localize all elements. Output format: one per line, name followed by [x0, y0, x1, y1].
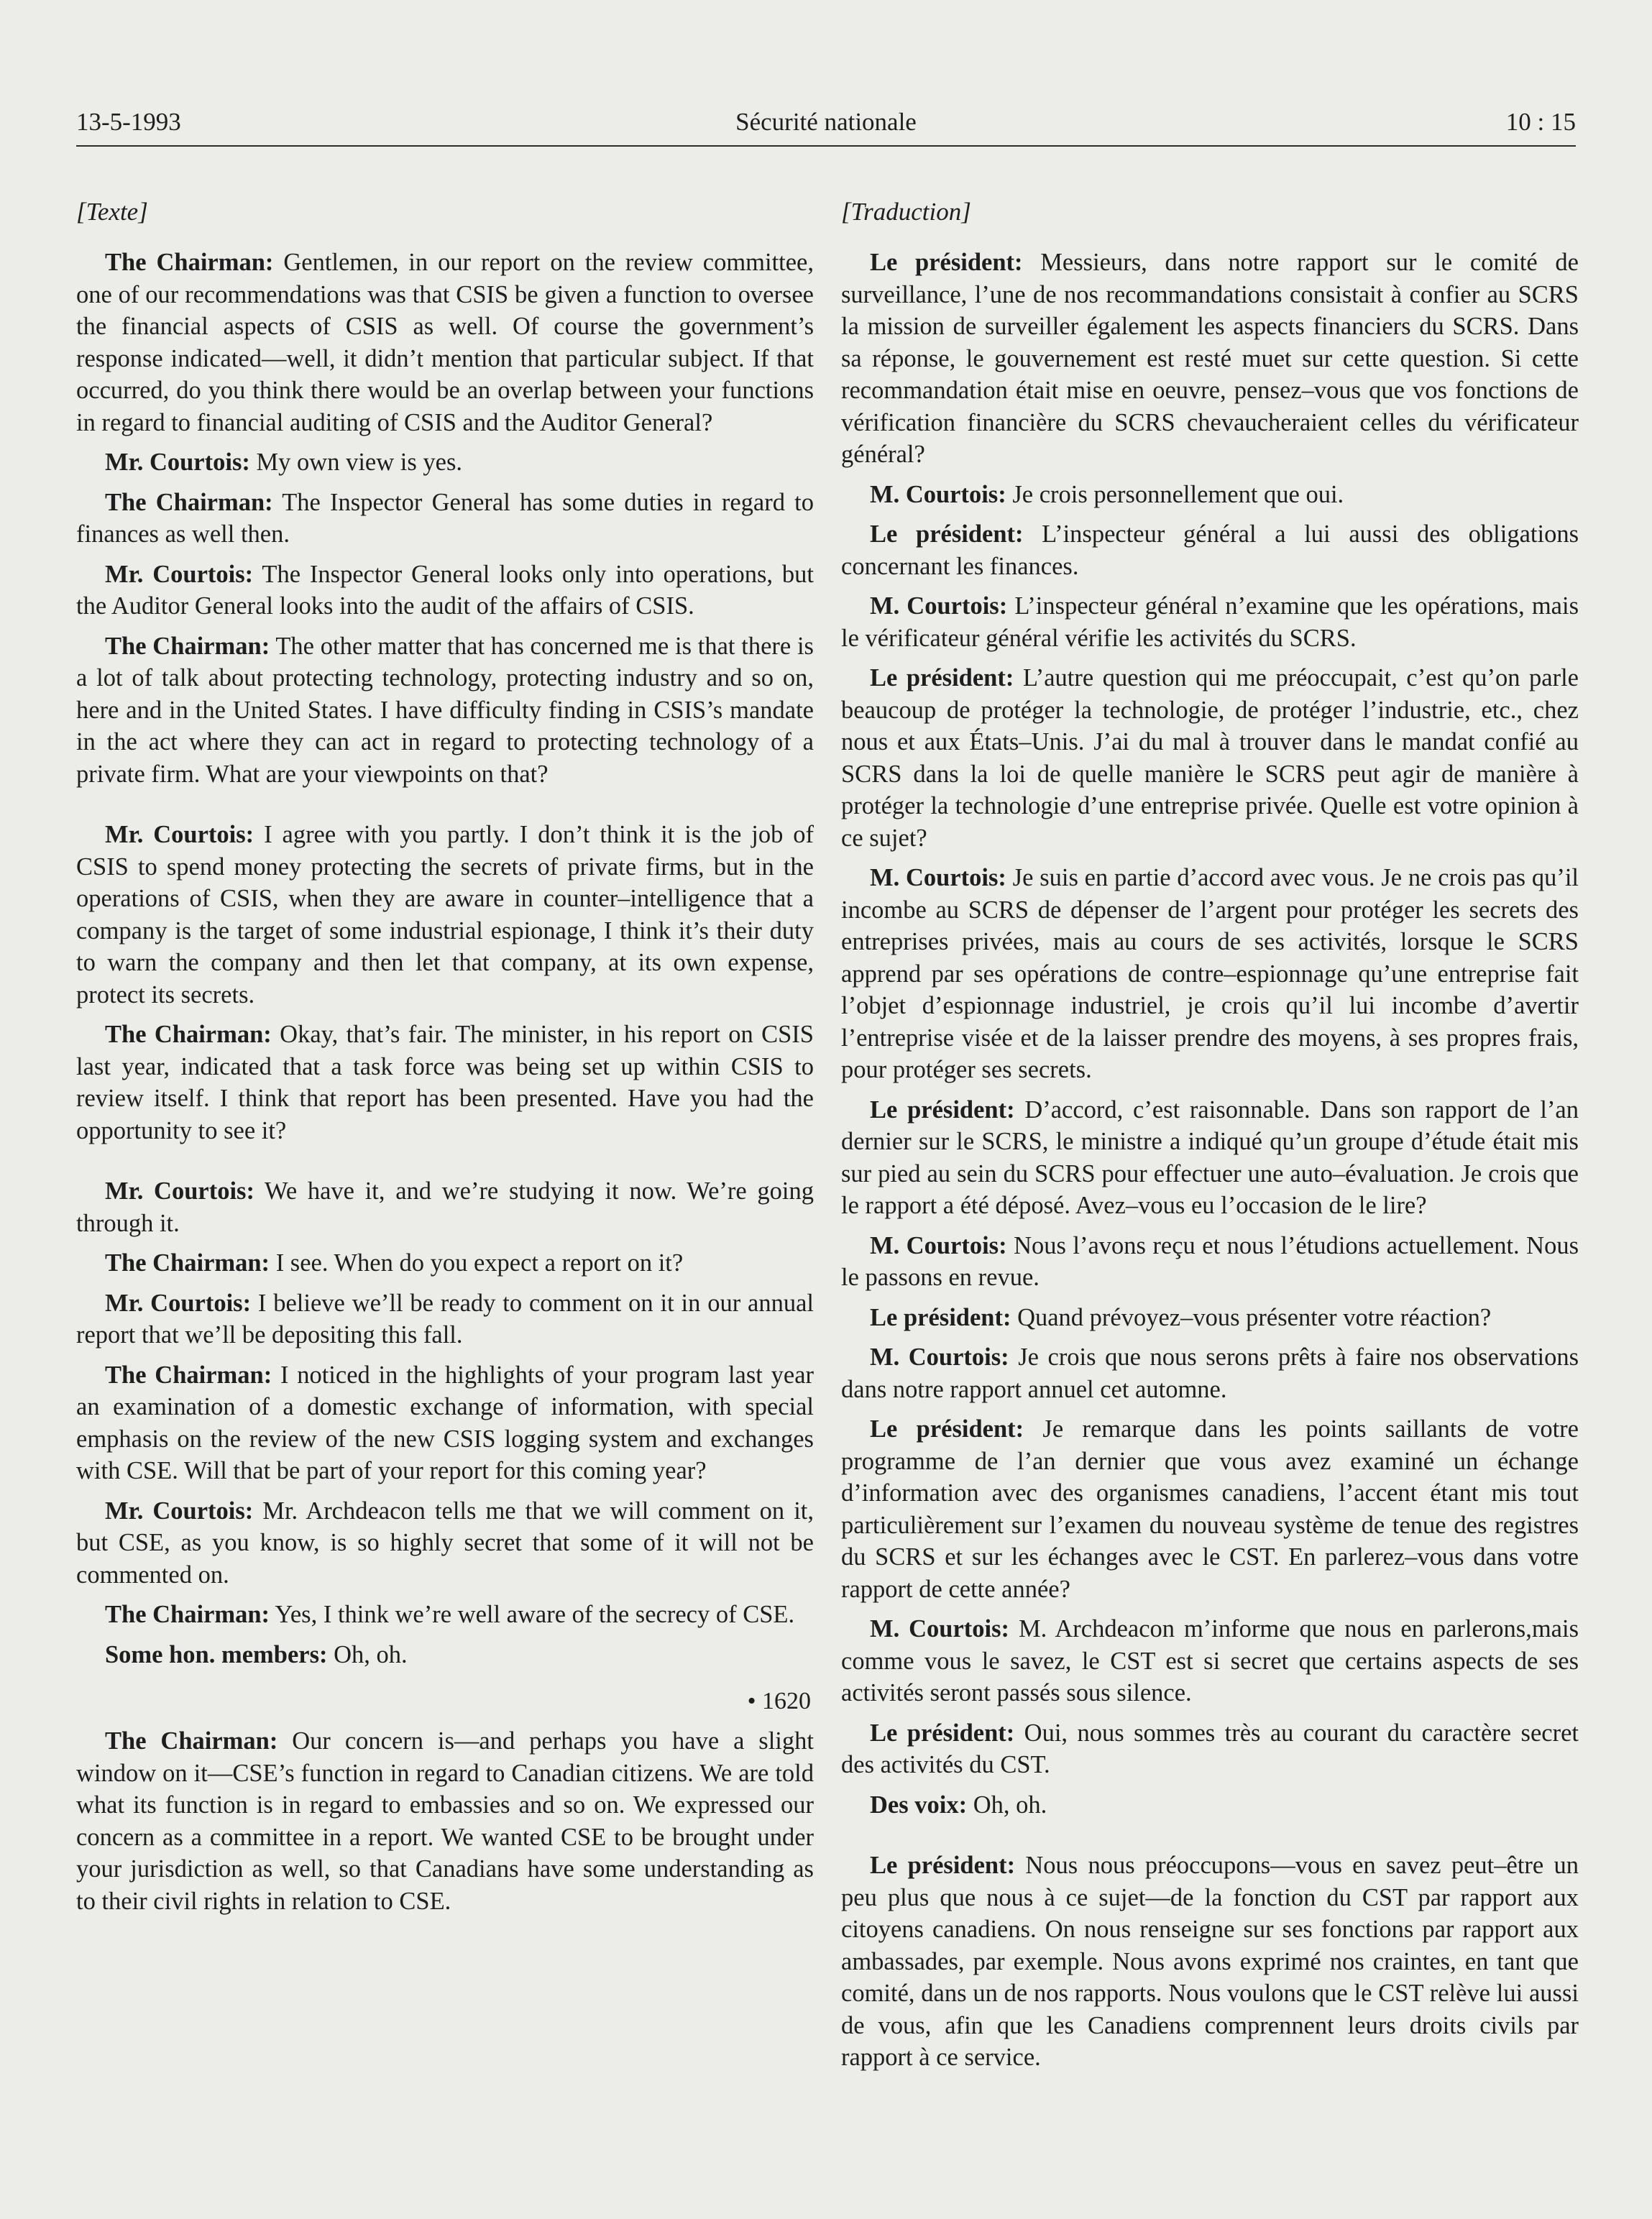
speaker-name: Le président: [870, 664, 1014, 692]
french-column [841, 198, 1579, 2082]
speaker-name: M. Courtois: [870, 1615, 1010, 1643]
french-paragraphs [841, 247, 1579, 1821]
transcript-paragraph [76, 446, 814, 479]
english-column [76, 198, 814, 1925]
speaker-name: M. Courtois: [870, 480, 1006, 508]
transcript-paragraph [76, 1175, 814, 1239]
speaker-name: M. Courtois: [870, 1343, 1009, 1371]
speech-text: Quand prévoyez–vous présenter votre réaction? [1011, 1303, 1492, 1331]
speech-text: We have it, and we’re studying it now. We’re going through it. [76, 1177, 814, 1237]
speech-text: I believe we’ll be ready to comment on it in our annual report that we’ll be depositing this fall. [76, 1289, 814, 1349]
transcript-paragraph [841, 1413, 1579, 1605]
speech-text: Je crois que nous serons prêts à faire nos observations dans notre rapport annuel cet automne. [841, 1343, 1579, 1403]
speech-text: Mr. Archdeacon tells me that we will comment on it, but CSE, as you know, is so highly secret that some of it will not be commented on. [76, 1497, 814, 1589]
header-title: Sécurité nationale [735, 108, 917, 136]
section-tag-texte: [Texte] [76, 198, 148, 226]
transcript-paragraph [76, 1019, 814, 1147]
speaker-name: The Chairman: [105, 488, 273, 516]
speaker-name: The Chairman: [105, 1021, 272, 1048]
speech-text: Oh, oh. [327, 1640, 408, 1668]
transcript-paragraph [76, 1599, 814, 1631]
speech-text: Nous l’avons reçu et nous l’étudions actuellement. Nous le passons en revue. [841, 1231, 1579, 1291]
speech-text: Okay, that’s fair. The minister, in his report on CSIS last year, indicated that a task force was being set up within CSIS to review itself. I think that report has been presented. Have you had the opportunity to see it? [76, 1021, 814, 1144]
speech-text: Oh, oh. [967, 1791, 1047, 1819]
transcript-paragraph [841, 518, 1579, 582]
speech-text: L’inspecteur général n’examine que les opérations, mais le vérificateur général vérifie les activités du SCRS. [841, 592, 1579, 652]
speech-text: D’accord, c’est raisonnable. Dans son rapport de l’an dernier sur le SCRS, le ministre a indiqué qu’un groupe d’étude était mis sur pied au sein du SCRS pour effectuer une auto–évaluation. Je crois que le rapport a été déposé. Avez–vous eu l’occasion de le lire? [841, 1095, 1579, 1219]
speaker-name: The Chairman: [105, 1249, 270, 1277]
transcript-paragraph [841, 1230, 1579, 1294]
transcript-paragraph [76, 819, 814, 1011]
transcript-paragraph [76, 1287, 814, 1351]
transcript-paragraph [76, 487, 814, 551]
transcript-paragraph [841, 1341, 1579, 1405]
speaker-name: Le président: [870, 1852, 1016, 1879]
transcript-paragraph [841, 1613, 1579, 1709]
speech-text: M. Archdeacon m’informe que nous en parlerons,mais comme vous le savez, le CST est si secret que certains aspects de ses activités seront passés sous silence. [841, 1615, 1579, 1706]
transcript-paragraph [841, 590, 1579, 654]
transcript-paragraph [76, 1359, 814, 1487]
transcript-paragraph [841, 662, 1579, 854]
speech-text: I see. When do you expect a report on it? [270, 1249, 684, 1277]
speech-text: I agree with you partly. I don’t think it is the job of CSIS to spend money protecting the secrets of private firms, but in the operations of CSIS, when they are aware in counter–intelligence that a company is the target of some industrial espionage, I think it’s their duty to warn the company and then let that company, at its own expense, protect its secrets. [76, 821, 814, 1009]
speaker-name: Mr. Courtois: [105, 449, 250, 476]
transcript-paragraph [841, 1094, 1579, 1222]
speaker-name: The Chairman: [105, 1361, 272, 1389]
speech-text: L’inspecteur général a lui aussi des obligations concernant les finances. [841, 520, 1579, 580]
speech-text: Je crois personnellement que oui. [1006, 480, 1344, 508]
speaker-name: Le président: [870, 1095, 1015, 1124]
transcript-paragraph [76, 1247, 814, 1280]
transcript-paragraph [841, 862, 1579, 1086]
speech-text: Our concern is—and perhaps you have a slight window on it—CSE’s function in regard to Canadian citizens. We are told what its function is in regard to embassies and so on. We expressed our concern as a committee in a report. We wanted CSE to be brought under your jurisdiction as well, so that Canadians have some understanding as to their civil rights in relation to CSE. [76, 1727, 814, 1915]
transcript-paragraph [841, 1717, 1579, 1781]
speaker-name: The Chairman: [105, 249, 274, 276]
transcript-paragraph [76, 1639, 814, 1671]
speech-text: I noticed in the highlights of your program last year an examination of a domestic exchange of information, with special emphasis on the review of the new CSIS logging system and exchanges with CSE. Will that be part of your report for this coming year? [76, 1361, 814, 1484]
speaker-name: Some hon. members: [105, 1640, 328, 1668]
speech-text: Yes, I think we’re well aware of the secrecy of CSE. [270, 1601, 795, 1628]
speech-text: The Inspector General has some duties in regard to finances as well then. [76, 488, 814, 548]
transcript-paragraph [76, 559, 814, 622]
speech-text: Messieurs, dans notre rapport sur le comité de surveillance, l’une de nos recommandations consistait à confier au SCRS la mission de surveiller également les aspects financiers du SCRS. Dans sa réponse, le gouvernement est resté muet sur cette question. Si cette recommandation était mise en oeuvre, pensez–vous que vos fonctions de vérification financière du SCRS chevaucheraient celles du vérificateur général? [841, 249, 1579, 468]
speaker-name: Le président: [870, 249, 1023, 276]
speech-text: Oui, nous sommes très au courant du caractère secret des activités du CST. [841, 1719, 1579, 1778]
speaker-name: Mr. Courtois: [105, 560, 254, 588]
transcript-paragraph [841, 479, 1579, 511]
transcript-paragraph [841, 1789, 1579, 1821]
speech-text: Je remarque dans les points saillants de votre programme de l’an dernier que vous avez examiné un échange d’information avec des organismes canadiens, l’accent étant mis tout particulièrement sur l’examen du nouveau système de tenue des registres du SCRS et sur les échanges avec le CST. En parlerez–vous dans votre rapport de cette année? [841, 1415, 1579, 1603]
speech-text: The Inspector General looks only into operations, but the Auditor General looks into the audit of the affairs of CSIS. [76, 560, 814, 620]
transcript-paragraph [76, 247, 814, 438]
speaker-name: Le président: [870, 1719, 1015, 1747]
transcript-paragraph [841, 1850, 1579, 2074]
transcript-paragraph [76, 630, 814, 791]
time-marker: • 1620 [747, 1688, 811, 1714]
speaker-name: Le président: [870, 520, 1024, 548]
speaker-name: The Chairman: [105, 1601, 270, 1628]
header-page-number: 10 : 15 [1505, 108, 1576, 136]
speaker-name: Mr. Courtois: [105, 1177, 254, 1205]
page-header [76, 101, 1576, 147]
header-date: 13-5-1993 [76, 108, 181, 136]
speaker-name: Des voix: [870, 1791, 968, 1819]
speech-text: The other matter that has concerned me is that there is a lot of talk about protecting technology, protecting industry and so on, here and in the United States. I have difficulty finding in CSIS’s mandate in the act where they can act in regard to protecting technology of a private firm. What are your viewpoints on that? [76, 632, 814, 788]
speaker-name: M. Courtois: [870, 1231, 1007, 1259]
speaker-name: M. Courtois: [870, 592, 1008, 620]
transcript-paragraph [76, 1725, 814, 1917]
speaker-name: Mr. Courtois: [105, 1289, 252, 1317]
speech-text: Nous nous préoccupons—vous en savez peut–être un peu plus que nous à ce sujet—de la fonction du CST par rapport aux citoyens canadiens. On nous renseigne sur ses fonctions par rapport aux ambassades, par exemple. Nous avons exprimé nos craintes, en tant que comité, dans un de nos rapports. Nous voulons que le CST relève lui aussi de vous, afin que les Canadiens comprennent leurs droits civils par rapport à ce service. [841, 1852, 1579, 2071]
english-paragraphs [76, 247, 814, 1671]
speaker-name: M. Courtois: [870, 864, 1006, 891]
speaker-name: Le président: [870, 1415, 1024, 1443]
speech-text: My own view is yes. [249, 449, 463, 476]
speaker-name: The Chairman: [105, 632, 270, 660]
speaker-name: Mr. Courtois: [105, 821, 254, 848]
speaker-name: Le président: [870, 1303, 1011, 1331]
section-tag-traduction: [Traduction] [841, 198, 971, 226]
speaker-name: Mr. Courtois: [105, 1497, 254, 1525]
speech-text: Gentlemen, in our report on the review committee, one of our recommendations was that CSIS be given a function to oversee the financial aspects of CSIS as well. Of course the government’s response indicated—well, it didn’t mention that particular subject. If that occurred, do you think there would be an overlap between your functions in regard to financial auditing of CSIS and the Auditor General? [76, 249, 814, 436]
speech-text: L’autre question qui me préoccupait, c’est qu’on parle beaucoup de protéger la technologie, de protéger l’industrie, etc., chez nous et aux États–Unis. J’ai du mal à trouver dans le mandat confié au SCRS dans la loi de quelle manière le SCRS peut agir de manière à protéger la technologie d’une entreprise privée. Quelle est votre opinion à ce sujet? [841, 664, 1579, 852]
speaker-name: The Chairman: [105, 1727, 278, 1755]
transcript-paragraph [841, 1302, 1579, 1334]
transcript-paragraph [76, 1495, 814, 1591]
transcript-paragraph [841, 247, 1579, 471]
speech-text: Je suis en partie d’accord avec vous. Je ne crois pas qu’il incombe au SCRS de dépenser de l’argent pour protéger les secrets des entreprises privées, mais au cours de ses activités, lorsque le SCRS apprend par ses opérations de contre–espionnage qu’une entreprise fait l’objet d’espionnage industriel, je crois qu’il lui incombe d’avertir l’entreprise visée et de la laisser prendre des moyens, à ses propres frais, pour protéger ses secrets. [841, 864, 1579, 1083]
